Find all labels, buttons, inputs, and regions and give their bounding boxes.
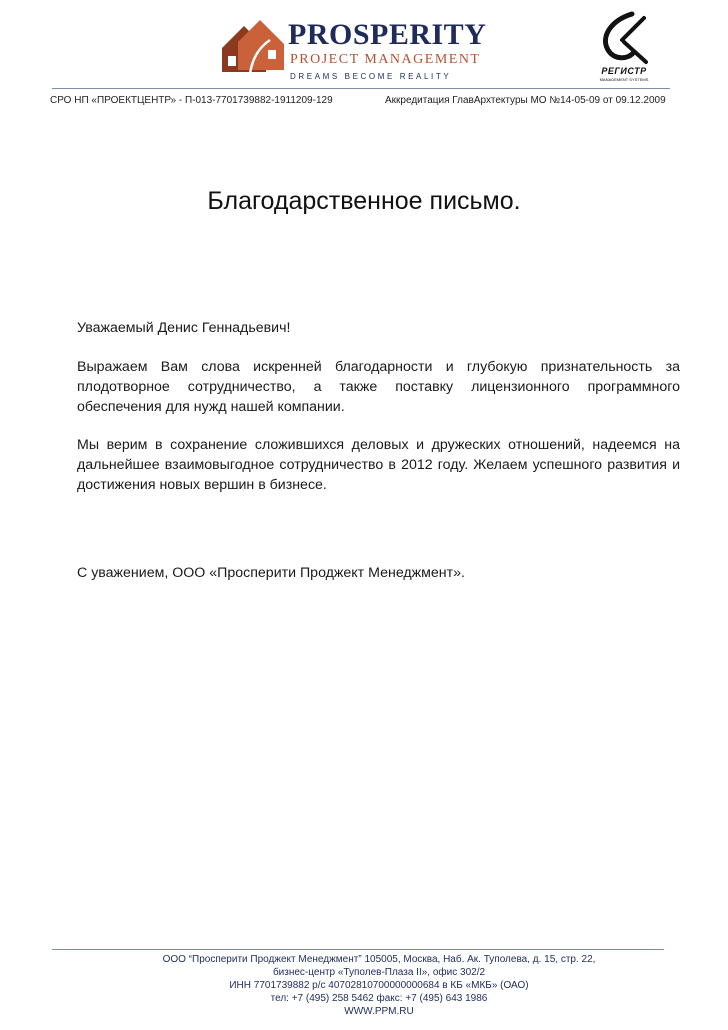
footer-website: WWW.PPM.RU: [344, 1006, 414, 1017]
footer-phone-fax: тел: +7 (495) 258 5462 факс: +7 (495) 643 1986: [270, 993, 488, 1004]
brand-tagline: DREAMS BECOME REALITY: [290, 72, 452, 81]
brand-subtitle: PROJECT MANAGEMENT: [290, 52, 481, 67]
letter-greeting: [77, 318, 680, 338]
sro-info: СРО НП «ПРОЕКТЦЕНТР» - П-013-7701739882-1911209-129: [50, 95, 333, 106]
brand-name: PROSPERITY: [288, 18, 487, 51]
footer-business-center: бизнес-центр «Туполев-Плаза II», офис 302/2: [272, 967, 486, 978]
register-logo-subtitle: MANAGEMENT SYSTEMS: [599, 77, 649, 82]
letter-paragraph-2: [77, 435, 680, 495]
accreditation-info: Аккредитация ГлавАрхтектуры МО №14-05-09 от 09.12.2009: [385, 95, 666, 106]
header-divider: [52, 88, 670, 89]
letter-title: Благодарственное письмо.: [207, 187, 521, 215]
letter-paragraph-1: [77, 357, 680, 417]
greeting-text: Уважаемый Денис Геннадьевич!: [77, 320, 291, 336]
footer-address: ООО “Просперити Проджект Менеджмент” 105005, Москва, Наб. Ак. Туполева, д. 15, стр. 22,: [162, 954, 596, 965]
footer-divider: [52, 949, 664, 950]
closing-text: С уважением, ООО «Просперити Проджект Менеджмент».: [77, 565, 465, 581]
company-footer: [0, 953, 728, 1018]
footer-bank-details: ИНН 7701739882 р/с 40702810700000000684 в КБ «МКБ» (ОАО): [229, 980, 529, 991]
register-swirl-icon: [592, 10, 656, 66]
paragraph-1-text: Выражаем Вам слова искренней благодарности и глубокую признательность за плодотворное сотрудничество, а также поставку лицензионного программного обеспечения для нужд нашей компании.: [77, 359, 680, 415]
paragraph-2-text: Мы верим в сохранение сложившихся деловых и дружеских отношений, надеемся на дальнейшее взаимовыгодное сотрудничество в 2012 году. Желаем успешного развития и достижения новых вершин в бизнесе.: [77, 437, 680, 493]
register-logo-name: РЕГИСТР: [601, 66, 647, 76]
prosperity-logo: [216, 16, 487, 86]
house-logo-icon: [216, 16, 286, 78]
register-logo: [592, 10, 662, 90]
letter-closing: [77, 563, 680, 583]
